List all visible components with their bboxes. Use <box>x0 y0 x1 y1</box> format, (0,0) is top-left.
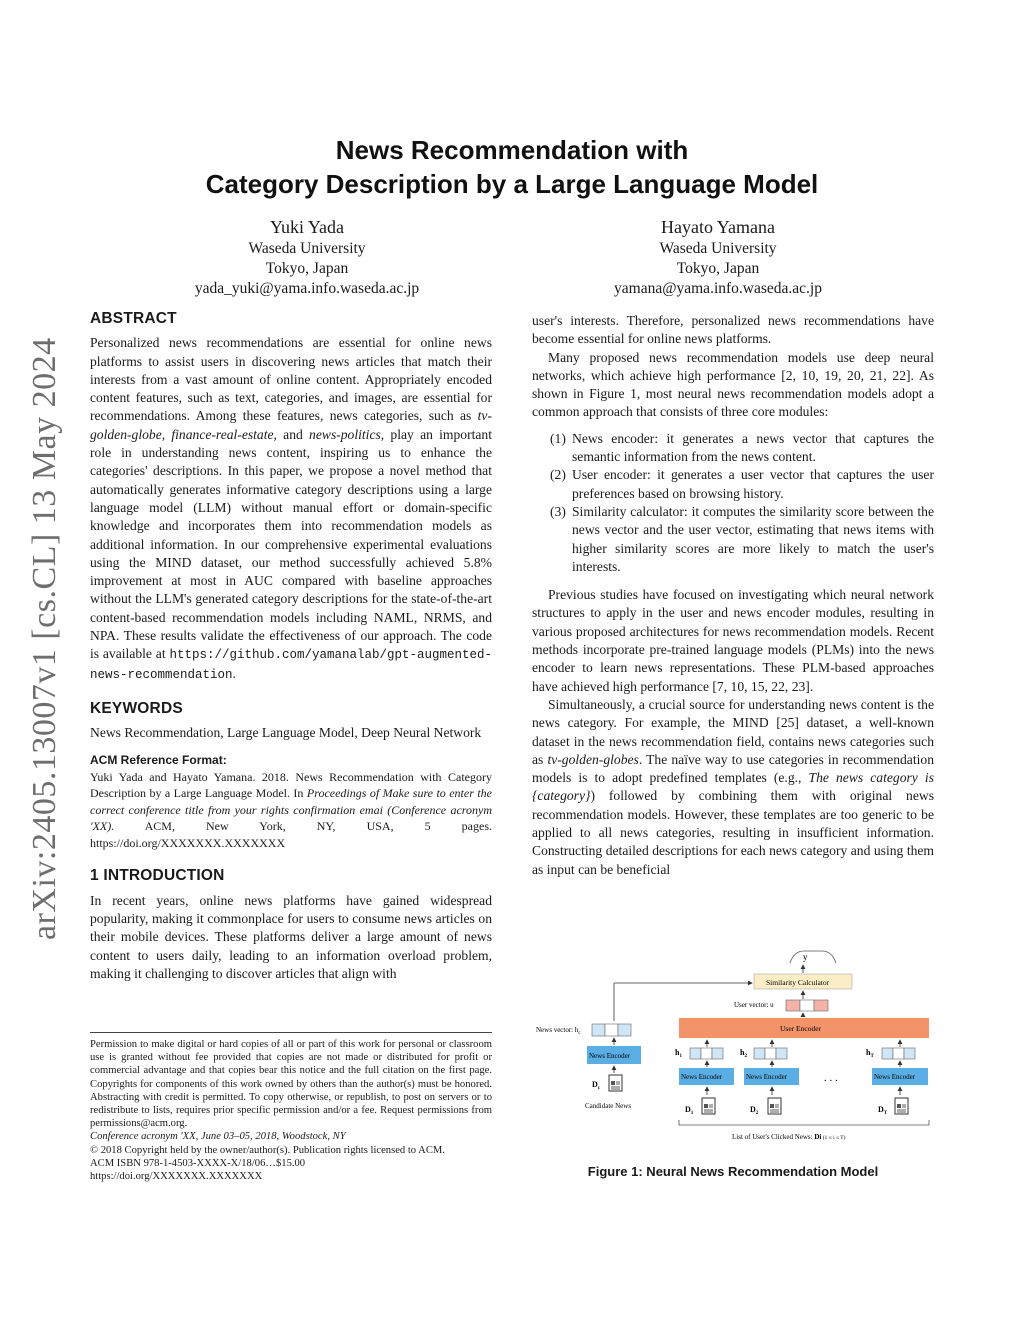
h2-label: $h_2$ <box>740 1048 747 1059</box>
keywords-text: News Recommendation, Large Language Model, Deep Neural Network <box>90 725 482 741</box>
author-location: Tokyo, Japan <box>265 260 349 277</box>
news-vector-cell <box>592 1024 605 1036</box>
h1-vector-cell <box>701 1048 712 1059</box>
category-example-1: tv-golden-globe <box>90 408 492 442</box>
introduction-heading: 1 INTRODUCTION <box>90 867 225 885</box>
candidate-news-encoder-label: News Encoder <box>589 1052 631 1060</box>
author-location: Tokyo, Japan <box>676 260 760 277</box>
core-modules-list <box>532 430 934 576</box>
conference-info: Conference acronym 'XX, June 03–05, 2018, Woodstock, NY <box>90 1131 346 1143</box>
acm-ref-heading: ACM Reference Format: <box>90 752 227 767</box>
intro-paragraph-3: Previous studies have focused on investigating which neural network structures to apply in the user and news encoder modules, resulting in various proposed architectures for news recommendation models. Recent methods incorporate pre-trained language models (PLMs) into the news encoder to learn news representations. These PLM-based approaches have achieved high performance [7, 10, 15, 22, 23]. <box>532 587 934 694</box>
h2-vector-cell <box>765 1048 776 1059</box>
news-encoder-T-label: News Encoder <box>874 1073 916 1081</box>
author-email[interactable]: yada_yuki@yama.info.waseda.ac.jp <box>194 280 420 297</box>
hT-label: $h_T$ <box>866 1048 874 1059</box>
figure-caption: Figure 1: Neural News Recommendation Model <box>587 1164 879 1179</box>
author-affiliation: Waseda University <box>248 240 366 257</box>
isbn-line: ACM ISBN 978-1-4503-XXXX-X/18/06…$15.00 <box>90 1157 306 1169</box>
copyright-footnote <box>90 1032 492 1183</box>
arxiv-identifier: arXiv:2405.13007v1 [cs.CL] 13 May 2024 <box>26 337 63 940</box>
h1-vector-cell <box>690 1048 701 1059</box>
h2-vector-cell <box>776 1048 787 1059</box>
author-email[interactable]: yamana@yama.info.waseda.ac.jp <box>614 280 822 297</box>
category-example-2: finance-real-estate <box>171 426 274 442</box>
intro-paragraph-1: In recent years, online news platforms have gained widespread popularity, making it commonplace for users to consume news articles on their mobile devices. These platforms deliver a large amount of news content to users daily, leading to an information overload problem, making it challenging to discover articles that align with <box>90 892 492 981</box>
d1-label: $D_1$ <box>685 1105 694 1116</box>
news-vector-label: News vector: $h_c$ <box>536 1026 581 1036</box>
title-line-2: Category Description by a Large Language Model <box>205 169 819 199</box>
dT-label: $D_T$ <box>878 1105 888 1116</box>
model-diagram-svg <box>532 945 934 1150</box>
intro-paragraph-2: Many proposed news recommendation models use deep neural networks, which achieve high performance [2, 10, 19, 20, 21, 22]. As shown in Figure 1, most neural news recommendation models adopt a common approach that consists of three core modules: <box>532 349 934 420</box>
paper-title <box>90 133 934 201</box>
clicked-news-T-icon <box>895 1098 908 1114</box>
output-y-label: y <box>803 952 808 962</box>
similarity-calculator-label: Similarity Calculator <box>766 978 830 987</box>
category-example-3: news-politics <box>309 426 381 442</box>
doi-line[interactable]: https://doi.org/XXXXXXX.XXXXXXX <box>90 1171 263 1183</box>
hT-vector-cell <box>882 1048 893 1059</box>
clicked-news-bracket <box>679 1120 929 1125</box>
clicked-news-list-label: List of User's Clicked News: Di (1 ≤ i ≤ T) <box>732 1133 846 1141</box>
user-vector-cell <box>814 1000 828 1011</box>
right-column <box>532 312 934 879</box>
candidate-news-icon <box>609 1075 622 1091</box>
user-encoder-label: User Encoder <box>780 1024 822 1033</box>
permission-text: Permission to make digital or hard copies of all or part of this work for personal or classroom use is granted without fee provided that copies are not made or distributed for profit or commercial advantage and that copies bear this notice and the full citation on the first page. Copyrights for components of this work owned by others than the author(s) must be honored. Abstracting with credit is permitted. To copy otherwise, or republish, to post on servers or to redistribute to lists, requires prior specific permission and/or a fee. Request permissions from permissions@acm.org. <box>90 1039 492 1130</box>
h1-label: $h_1$ <box>675 1048 682 1059</box>
intro-paragraph-4: Simultaneously, a crucial source for understanding news content is the news category. For example, the MIND [25] dataset, a well-known dataset in the news recommendation field, contains news categories such as tv-golden-globes. The naïve way to use categories in recommendation models is to adopt predefined templates (e.g., The news category is {category}) followed by combining them with original news recommendation models. However, these templates are too generic to be applied to all news categories, resulting in insufficient information. Constructing detailed descriptions for each news category and using them as input can be beneficial <box>532 696 934 877</box>
author-name: Yuki Yada <box>269 217 344 237</box>
left-column <box>90 310 492 983</box>
list-item: (3) Similarity calculator: it computes the similarity score between the news vector and the user vector, estimating that news items with higher similarity scores are more likely to match the user's interests. <box>550 503 934 574</box>
author-name: Hayato Yamana <box>661 217 775 237</box>
list-item: (1) News encoder: it generates a news vector that captures the semantic information from the news content. <box>550 430 934 465</box>
news-encoder-2-label: News Encoder <box>746 1073 788 1081</box>
candidate-doc-label: $D_c$ <box>592 1080 601 1091</box>
figure-1-diagram <box>532 945 934 1150</box>
news-vector-cell <box>605 1024 618 1036</box>
h2-vector-cell <box>754 1048 765 1059</box>
hT-vector-cell <box>904 1048 915 1059</box>
d2-label: $D_2$ <box>750 1105 759 1116</box>
ellipsis-dots: . . . <box>824 1072 838 1084</box>
author-block-2 <box>518 215 918 299</box>
abstract-text: Personalized news recommendations are essential for online news platforms to assist users in discovering news articles that match their interests from a vast amount of online content. Appropriately encoded content features, such as text, categories, and images, are essential for recommendations. Among these features, news categories, such as tv-golden-globe, finance-real-estate, and news-politics, play an important role in understanding news content, inspiring us to enhance the categories' descriptions. In this paper, we propose a novel method that automatically generates informative category descriptions using a large language model (LLM) without manual effort or domain-specific knowledge and incorporates them into recommendation models as additional information. In our comprehensive experimental evaluations using the MIND dataset, our method successfully achieved 5.8% improvement at most in AUC compared with baseline approaches without the LLM's generated category descriptions for the state-of-the-art content-based recommendation models including NAML, NRMS, and NPA. These results validate the effectiveness of our approach. The code is available at https://github.com/yamanalab/gpt-augmented-news-recommendation. <box>90 335 492 682</box>
intro-paragraph-1-continued: user's interests. Therefore, personalized news recommendations have become essential for online news platforms. <box>532 313 934 347</box>
acm-ref-text: Yuki Yada and Hayato Yamana. 2018. News Recommendation with Category Description by a Large Language Model. In Proceedings of Make sure to enter the correct conference title from your rights confirmation emai (Conference acronym 'XX). ACM, New York, NY, USA, 5 pages. https://doi.org/XXXXXXX.XXXXXXX <box>90 769 492 850</box>
user-vector-cell <box>786 1000 800 1011</box>
list-item: (2) User encoder: it generates a user vector that captures the user preferences based on browsing history. <box>550 467 934 501</box>
clicked-news-1-icon <box>702 1098 715 1114</box>
copyright-line: © 2018 Copyright held by the owner/author(s). Publication rights licensed to ACM. <box>90 1144 445 1156</box>
keywords-heading: KEYWORDS <box>90 699 183 717</box>
hT-vector-cell <box>893 1048 904 1059</box>
code-link[interactable]: https://github.com/yamanalab/gpt-augmented-news-recommendation <box>90 648 492 682</box>
user-vector-label: User vector: u <box>734 1001 774 1009</box>
title-line-1: News Recommendation with <box>335 135 689 165</box>
clicked-news-2-icon <box>768 1098 781 1114</box>
author-block-1 <box>107 215 507 299</box>
candidate-news-label: Candidate News <box>585 1102 632 1110</box>
author-affiliation: Waseda University <box>659 240 777 257</box>
news-vector-cell <box>618 1024 631 1036</box>
user-vector-cell <box>800 1000 814 1011</box>
h1-vector-cell <box>712 1048 723 1059</box>
news-encoder-1-label: News Encoder <box>681 1073 723 1081</box>
abstract-heading: ABSTRACT <box>90 310 177 327</box>
